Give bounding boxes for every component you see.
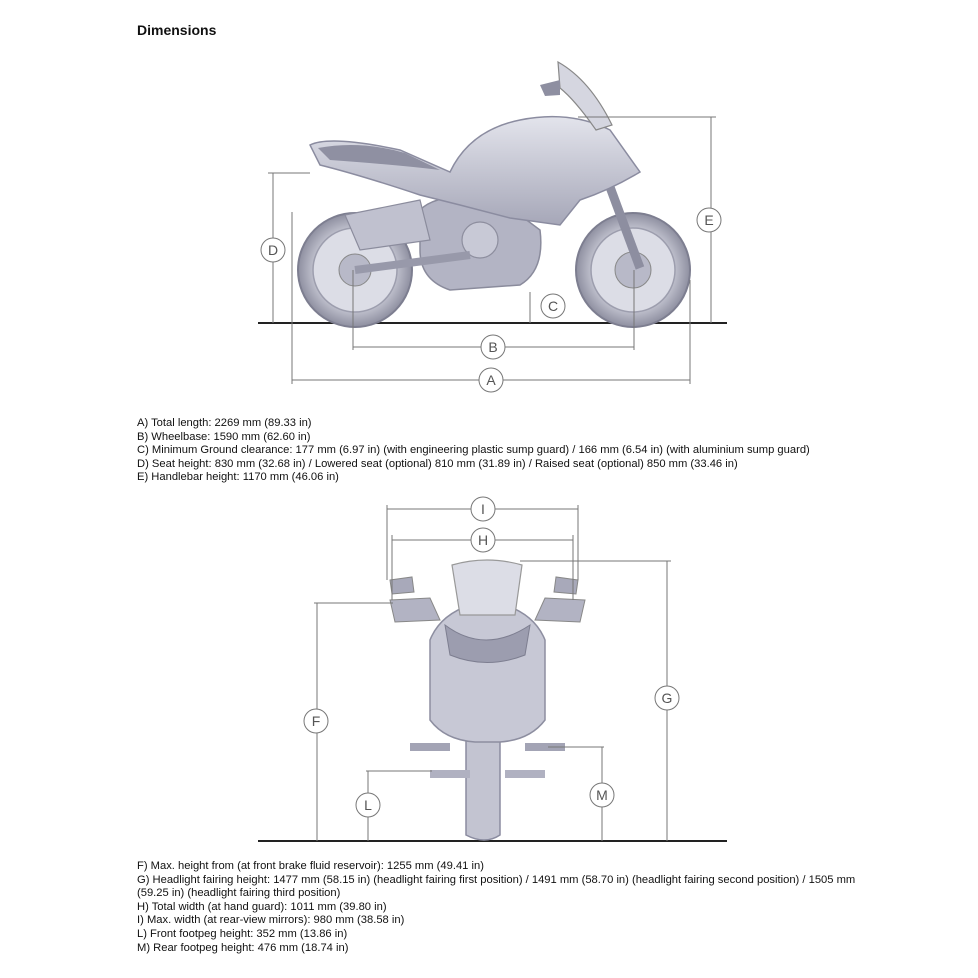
dimension-label-B <box>481 335 505 359</box>
spec-item-E: E) Handlebar height: 1170 mm (46.06 in) <box>137 471 339 484</box>
motorcycle-front-illustration <box>390 560 585 840</box>
front-view-spec-list <box>137 860 857 955</box>
front-view-diagram <box>0 490 978 850</box>
dimension-label-M <box>590 783 614 807</box>
spec-item-H: H) Total width (at hand guard): 1011 mm (39.80 in) <box>137 900 387 913</box>
svg-text:L: L <box>364 797 372 813</box>
dimension-label-H <box>471 528 495 552</box>
svg-text:I: I <box>481 501 485 517</box>
dimension-label-F <box>304 709 328 733</box>
dimension-label-G <box>655 686 679 710</box>
dimension-label-A <box>479 368 503 392</box>
spec-item-G: G) Headlight fairing height: 1477 mm (58.15 in) (headlight fairing first position) / 1491 mm (58.70 in) (headlight fairing second position) / 1505 mm (59.25 in) (headlight fairing third position) <box>137 873 856 900</box>
dimension-label-E <box>697 208 721 232</box>
svg-text:C: C <box>547 298 559 314</box>
spec-item-M: M) Rear footpeg height: 476 mm (18.74 in) <box>137 941 349 954</box>
dimension-label-D <box>261 238 285 262</box>
svg-text:F: F <box>311 713 321 729</box>
side-view-diagram <box>0 50 978 400</box>
svg-text:H: H <box>477 532 489 548</box>
dimension-label-I <box>471 497 495 521</box>
spec-item-B: B) Wheelbase: 1590 mm (62.60 in) <box>137 430 311 443</box>
spec-item-L: L) Front footpeg height: 352 mm (13.86 in) <box>137 927 348 940</box>
spec-item-A: A) Total length: 2269 mm (89.33 in) <box>137 417 312 429</box>
svg-text:B: B <box>488 339 498 355</box>
motorcycle-side-illustration <box>298 62 690 327</box>
page-title: Dimensions <box>137 22 217 38</box>
side-view-spec-list <box>137 417 857 485</box>
spec-item-I: I) Max. width (at rear-view mirrors): 980 mm (38.58 in) <box>137 914 405 927</box>
svg-text:G: G <box>661 690 673 706</box>
svg-text:A: A <box>486 372 496 388</box>
spec-item-F: F) Max. height from (at front brake fluid reservoir): 1255 mm (49.41 in) <box>137 860 484 872</box>
svg-text:D: D <box>267 242 279 258</box>
svg-text:E: E <box>704 212 714 228</box>
spec-item-C: C) Minimum Ground clearance: 177 mm (6.97 in) (with engineering plastic sump guard) / 166 mm (6.54 in) (with aluminium sump guard) <box>137 444 810 457</box>
spec-item-D: D) Seat height: 830 mm (32.68 in) / Lowered seat (optional) 810 mm (31.89 in) / Raised seat (optional) 850 mm (33.46 in) <box>137 457 738 470</box>
dimension-label-L <box>356 793 380 817</box>
dimension-label-C <box>541 294 565 318</box>
svg-text:M: M <box>596 787 608 803</box>
